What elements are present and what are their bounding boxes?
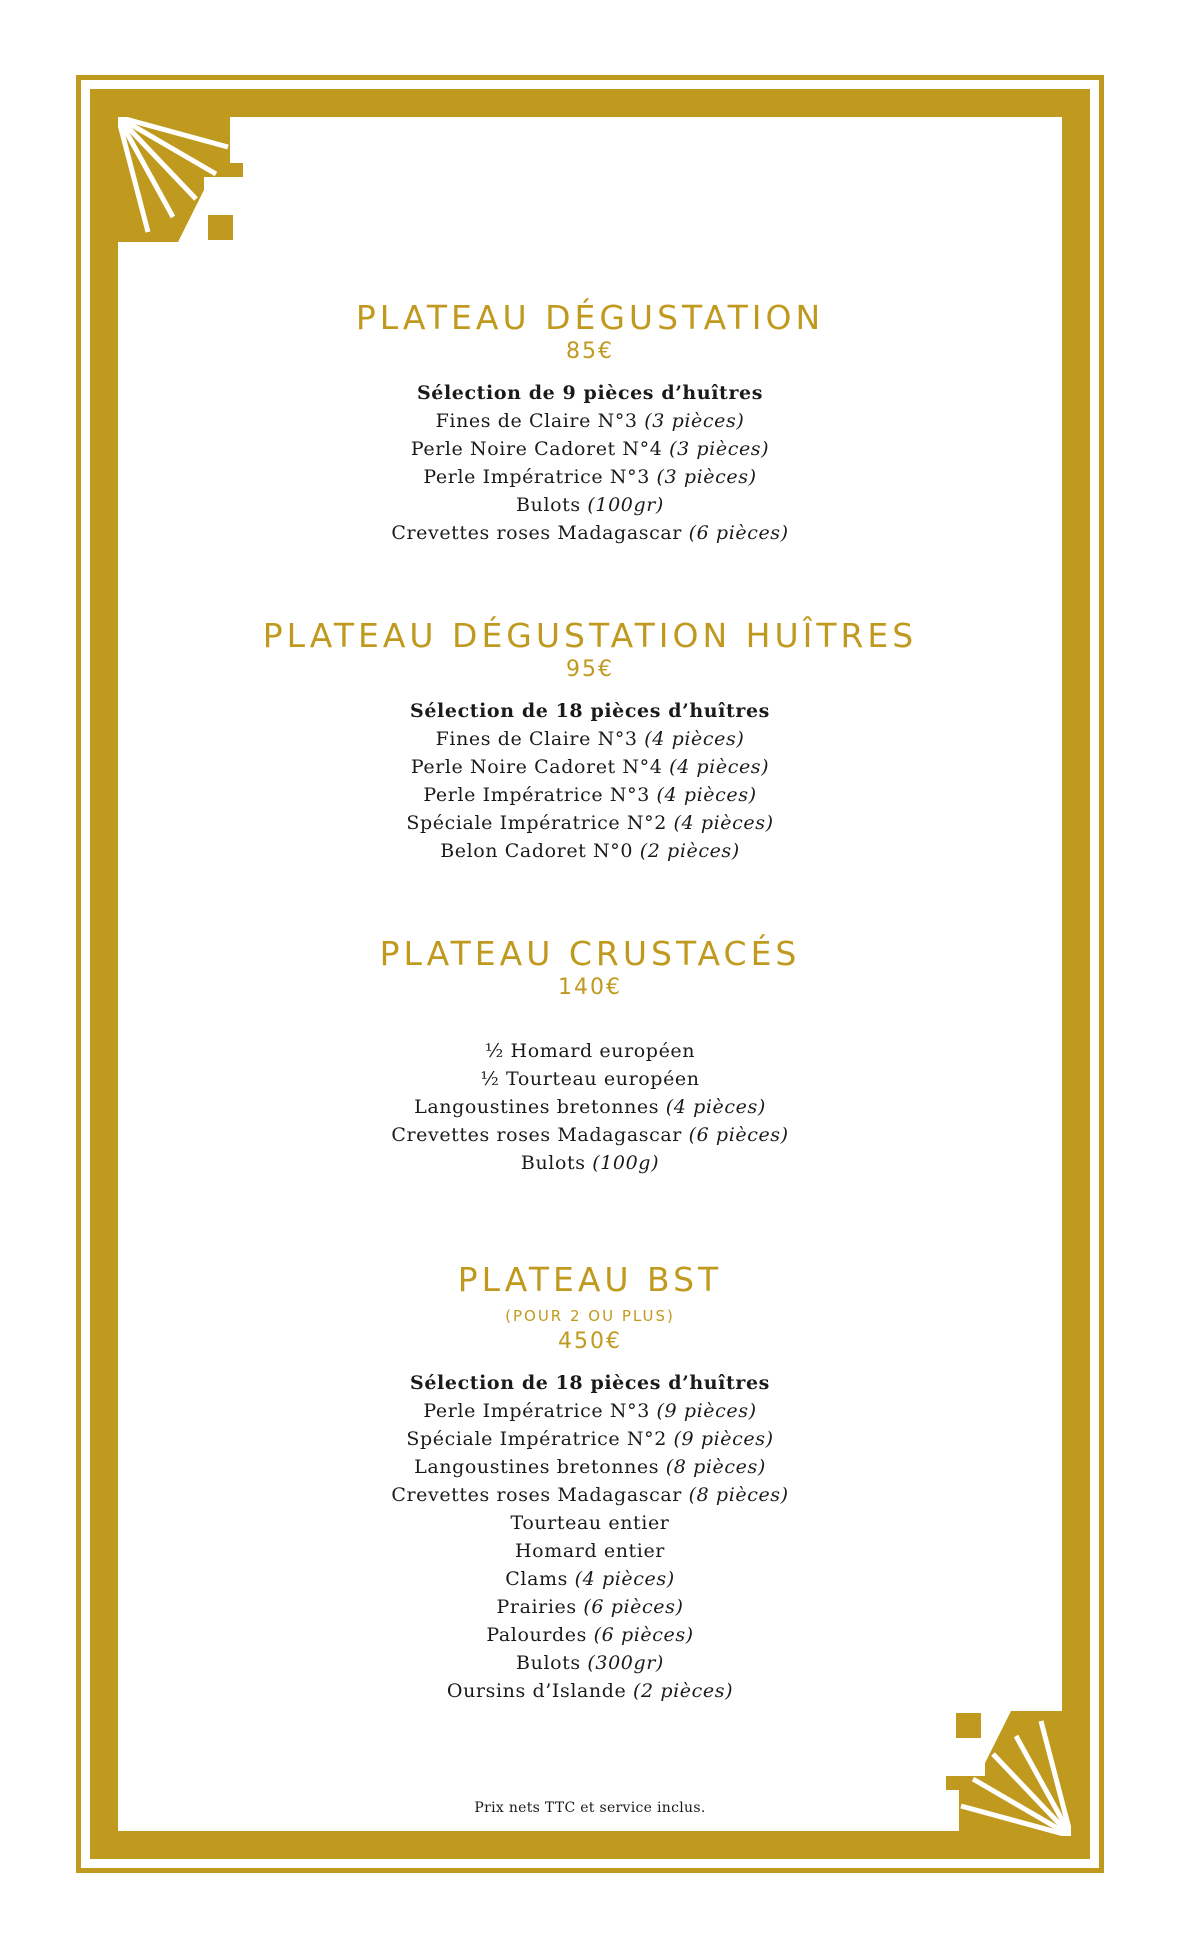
list-item: Spéciale Impératrice N°2 (4 pièces) — [406, 812, 774, 834]
list-item: Fines de Claire N°3 (4 pièces) — [435, 728, 745, 750]
list-item: Bulots (100gr) — [516, 494, 664, 516]
menu-content — [118, 117, 1062, 1831]
list-item: Fines de Claire N°3 (3 pièces) — [435, 410, 745, 432]
list-item: Crevettes roses Madagascar (6 pièces) — [391, 1124, 789, 1146]
section-title: PLATEAU CRUSTACÉS — [379, 934, 801, 973]
list-item: Perle Impératrice N°3 (3 pièces) — [423, 466, 757, 488]
section-price: 85€ — [566, 339, 614, 364]
section-title: PLATEAU DÉGUSTATION HUÎTRES — [262, 616, 918, 655]
list-item: Belon Cadoret N°0 (2 pièces) — [440, 840, 740, 862]
list-item: Langoustines bretonnes (8 pièces) — [414, 1456, 766, 1478]
list-item: Langoustines bretonnes (4 pièces) — [414, 1096, 766, 1118]
list-item: Prairies (6 pièces) — [496, 1596, 684, 1618]
list-item: Tourteau entier — [510, 1512, 670, 1534]
list-item-lead: Sélection de 18 pièces d’huîtres — [410, 700, 770, 722]
list-item-lead: Sélection de 18 pièces d’huîtres — [410, 1372, 770, 1394]
section-title: PLATEAU BST — [457, 1260, 723, 1299]
list-item: Palourdes (6 pièces) — [486, 1624, 694, 1646]
list-item: Spéciale Impératrice N°2 (9 pièces) — [406, 1428, 774, 1450]
list-item: Crevettes roses Madagascar (6 pièces) — [391, 522, 789, 544]
plateau-bst-section — [118, 1261, 1062, 1705]
list-item: Crevettes roses Madagascar (8 pièces) — [391, 1484, 789, 1506]
list-item: Perle Impératrice N°3 (4 pièces) — [423, 784, 757, 806]
list-item: Perle Noire Cadoret N°4 (3 pièces) — [410, 438, 770, 460]
section-subtitle: (POUR 2 OU PLUS) — [505, 1307, 675, 1325]
list-item: ½ Homard européen — [484, 1040, 696, 1062]
plateau-degustation-huitres-section — [118, 617, 1062, 865]
plateau-crustaces-section — [118, 935, 1062, 1177]
list-item: Homard entier — [515, 1540, 665, 1562]
section-price: 450€ — [558, 1329, 622, 1354]
section-price: 95€ — [566, 657, 614, 682]
list-item: Perle Noire Cadoret N°4 (4 pièces) — [410, 756, 770, 778]
item-list — [118, 379, 1062, 547]
section-title: PLATEAU DÉGUSTATION — [355, 298, 825, 337]
item-list — [118, 1037, 1062, 1177]
list-item: ½ Tourteau européen — [480, 1068, 700, 1090]
section-price: 140€ — [558, 975, 622, 1000]
item-list — [118, 1369, 1062, 1705]
list-item: Bulots (300gr) — [516, 1652, 664, 1674]
list-item: Clams (4 pièces) — [505, 1568, 675, 1590]
list-item: Bulots (100g) — [520, 1152, 660, 1174]
plateau-degustation-section — [118, 299, 1062, 547]
footer-note: Prix nets TTC et service inclus. — [474, 1800, 706, 1816]
item-list — [118, 697, 1062, 865]
list-item-lead: Sélection de 9 pièces d’huîtres — [416, 382, 764, 404]
list-item: Perle Impératrice N°3 (9 pièces) — [423, 1400, 757, 1422]
list-item: Oursins d’Islande (2 pièces) — [446, 1680, 734, 1702]
